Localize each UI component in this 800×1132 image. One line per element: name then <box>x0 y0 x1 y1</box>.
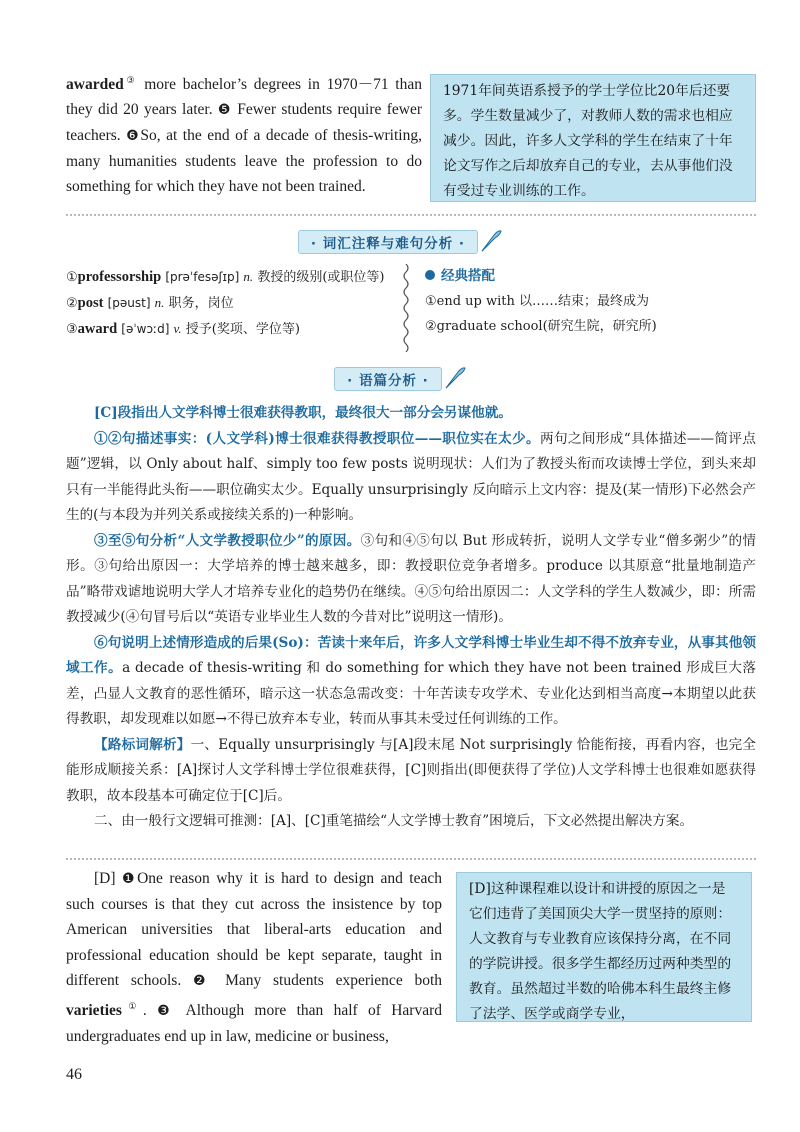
vocab-word: award <box>77 321 118 337</box>
discourse-heading-label: · 语篇分析 · <box>334 367 442 391</box>
vocab-pos: v. <box>173 321 182 336</box>
vocab-phonetic: [prəˈfesəʃɪp] <box>165 270 240 284</box>
quill-icon <box>444 366 466 394</box>
signpost-tag: 【路标词解析】 <box>94 736 191 753</box>
top-translation-box <box>430 74 756 202</box>
vocab-pos: n. <box>243 269 254 284</box>
collocation-number: ① <box>425 294 437 309</box>
vocab-number: ② <box>66 296 78 311</box>
vocab-word-awarded: awarded <box>66 76 124 94</box>
discourse-heading <box>0 366 800 394</box>
sentence-marker: ❸ <box>157 1003 177 1020</box>
analysis-body: a decade of thesis-writing 和 do something for which they have not been trained 形成巨大落差，凸显人文教育的恶性循环，暗示这一状态急需改变：十年苦读专攻学术、专业化达到相当高度→本期望以此获得教职，却发现难以如愿→不得已放弃本专业，转而从事其未受过任何训练的工作。 <box>66 660 756 727</box>
analysis-paragraph <box>66 401 756 427</box>
collocation-item <box>425 289 755 314</box>
analysis-body: 一、Equally unsurprisingly 与[A]段末尾 Not surprisingly 恰能衔接，再看内容，也完全能形成顺接关系：[A]探讨人文学科博士学位很难获得，[C]则指出(即便获得了学位)人文学科博士也很难如愿获得教职，故本段基本可确定位于[C]后。 <box>66 736 757 804</box>
bullet-icon <box>425 270 435 280</box>
sentence-text: more bachelor’s degrees in 1970－71 than they did 20 years later. <box>66 76 422 119</box>
vocab-item <box>66 316 396 342</box>
sentence-text: Although more than half of Harvard undergraduates end up in law, medicine or business, <box>66 1002 442 1046</box>
paragraph-label: [D] <box>94 870 116 887</box>
sentence-text: Many students experience both <box>213 971 442 989</box>
bottom-translation-box <box>456 872 752 1022</box>
section-divider <box>66 858 756 860</box>
collocation-title: 经典搭配 <box>441 268 495 284</box>
sentence-marker: ❻ <box>126 128 141 145</box>
collocation-text: graduate school(研究生院，研究所) <box>436 319 657 334</box>
vocab-word-varieties: varieties <box>66 1002 122 1020</box>
vocab-heading <box>0 229 800 257</box>
vocab-phonetic: [pəust] <box>107 296 151 310</box>
vocab-number: ① <box>66 270 78 285</box>
quill-icon <box>480 229 502 257</box>
vocab-item <box>66 264 396 290</box>
analysis-body: ③句和④⑤句以 But 形成转折，说明人文学专业“僧多粥少”的情形。③句给出原因一：大学培养的博士越来越多，即：教授职位竞争者增多。produce 以其原意“批量地制造产品”略带戏谑地说明大学人才培养专业化的趋势仍在继续。④⑤句给出原因二：人文学科的学生人数减少，即：所需教授减少(④句冒号后以“英语专业毕业生人数的今昔对比”说明这一情形)。 <box>66 532 756 625</box>
vocab-definition: 教授的级别(或职位等) <box>257 270 385 285</box>
analysis-paragraph <box>66 809 756 835</box>
vocab-pos: n. <box>154 295 165 310</box>
sentence-text: Fewer students require fewer teachers. <box>66 101 422 145</box>
footnote-mark: ③ <box>123 75 138 85</box>
footnote-mark: ① <box>121 1001 143 1012</box>
collocation-list <box>425 264 755 339</box>
collocation-text: end up with 以……结束；最终成为 <box>436 294 650 309</box>
vocab-item <box>66 290 396 316</box>
bottom-english-passage <box>66 866 442 1050</box>
analysis-body: 两句之间形成“具体描述——简评点题”逻辑，以 Only about half、simply too few posts 说明现状：人们为了教授头衔而攻读博士学位，到头来却只有一半能得此头衔——职位确实太少。Equally unsurprisingly 反向暗示上文内容：提及(某一情形)下必然会产生的(与本段为并列关系或接续关系的)一种影响。 <box>66 430 756 523</box>
analysis-summary: [C]段指出人文学科博士很难获得教职，最终很大一部分会另谋他就。 <box>94 405 512 421</box>
page-number: 46 <box>66 1066 82 1083</box>
section-divider <box>66 214 756 216</box>
passage-paragraph: [D] ❶One reason why it is hard to design and teach such courses is that they cut across the insistence by top American universities that liberal-arts education and professional education should be kept separate, taught in different schools. ❷ Many students experience both varieties①. ❸ Although more than half of Harvard undergraduates end up in law, medicine or business, <box>66 870 443 1046</box>
analysis-body: 二、由一般行文逻辑可推测：[A]、[C]重笔描绘“人文学博士教育”困境后，下文必然提出解决方案。 <box>94 813 694 829</box>
vocab-heading-label: · 词汇注释与难句分析 · <box>298 230 478 254</box>
analysis-point: ⑥句说明上述情形造成的后果(So)：苦读十来年后，许多人文学科博士毕业生却不得不放弃专业，从事其他领域工作。 <box>66 634 756 676</box>
vocab-word: post <box>77 295 104 311</box>
analysis-point: ①②句描述事实：(人文学科)博士很难获得教授职位——职位实在太少。 <box>94 430 540 447</box>
wavy-divider <box>401 264 411 352</box>
sentence-text: So, at the end of a decade of thesis-writing, many humanities students leave the profession to do something for which they have not been trained. <box>66 127 422 196</box>
analysis-paragraph <box>66 529 756 631</box>
translation-text: 1971年间英语系授予的学士学位比20年后还要多。学生数量减少了，对教师人数的需求也相应减少。因此，许多人文学科的学生在结束了十年论文写作之后却放弃自己的专业，去从事他们没有受过专业训练的工作。 <box>443 83 733 199</box>
sentence-marker: ❺ <box>217 102 232 119</box>
top-english-passage <box>66 68 422 199</box>
analysis-paragraph <box>66 733 756 810</box>
sentence-marker: ❷ <box>192 972 214 989</box>
vocab-phonetic: [əˈwɔːd] <box>121 322 170 336</box>
vocab-definition: 授予(奖项、学位等) <box>185 322 300 337</box>
vocab-word: professorship <box>77 269 162 285</box>
sentence-marker: ❶ <box>121 871 138 887</box>
collocation-number: ② <box>425 319 437 334</box>
analysis-paragraph <box>66 427 756 529</box>
discourse-analysis <box>66 401 756 835</box>
vocab-definition: 职务，岗位 <box>168 296 234 311</box>
collocation-item <box>425 314 755 339</box>
collocation-title-row <box>425 264 755 289</box>
analysis-paragraph <box>66 631 756 733</box>
analysis-point: ③至⑤句分析“人文学教授职位少”的原因。 <box>94 532 361 549</box>
translation-text: [D]这种课程难以设计和讲授的原因之一是它们违背了美国顶尖大学一贯坚持的原则：人文教育与专业教育应该保持分离，在不同的学院讲授。很多学生都经历过两种类型的教育。虽然超过半数的哈佛本科生最终主修了法学、医学或商学专业， <box>469 881 732 1022</box>
vocab-number: ③ <box>66 322 78 337</box>
vocab-list <box>66 264 396 342</box>
sentence-text: One reason why it is hard to design and teach such courses is that they cut across the insistence by top American universities that liberal-arts education and professional education should be kept separate, taught in different schools. <box>66 870 443 989</box>
